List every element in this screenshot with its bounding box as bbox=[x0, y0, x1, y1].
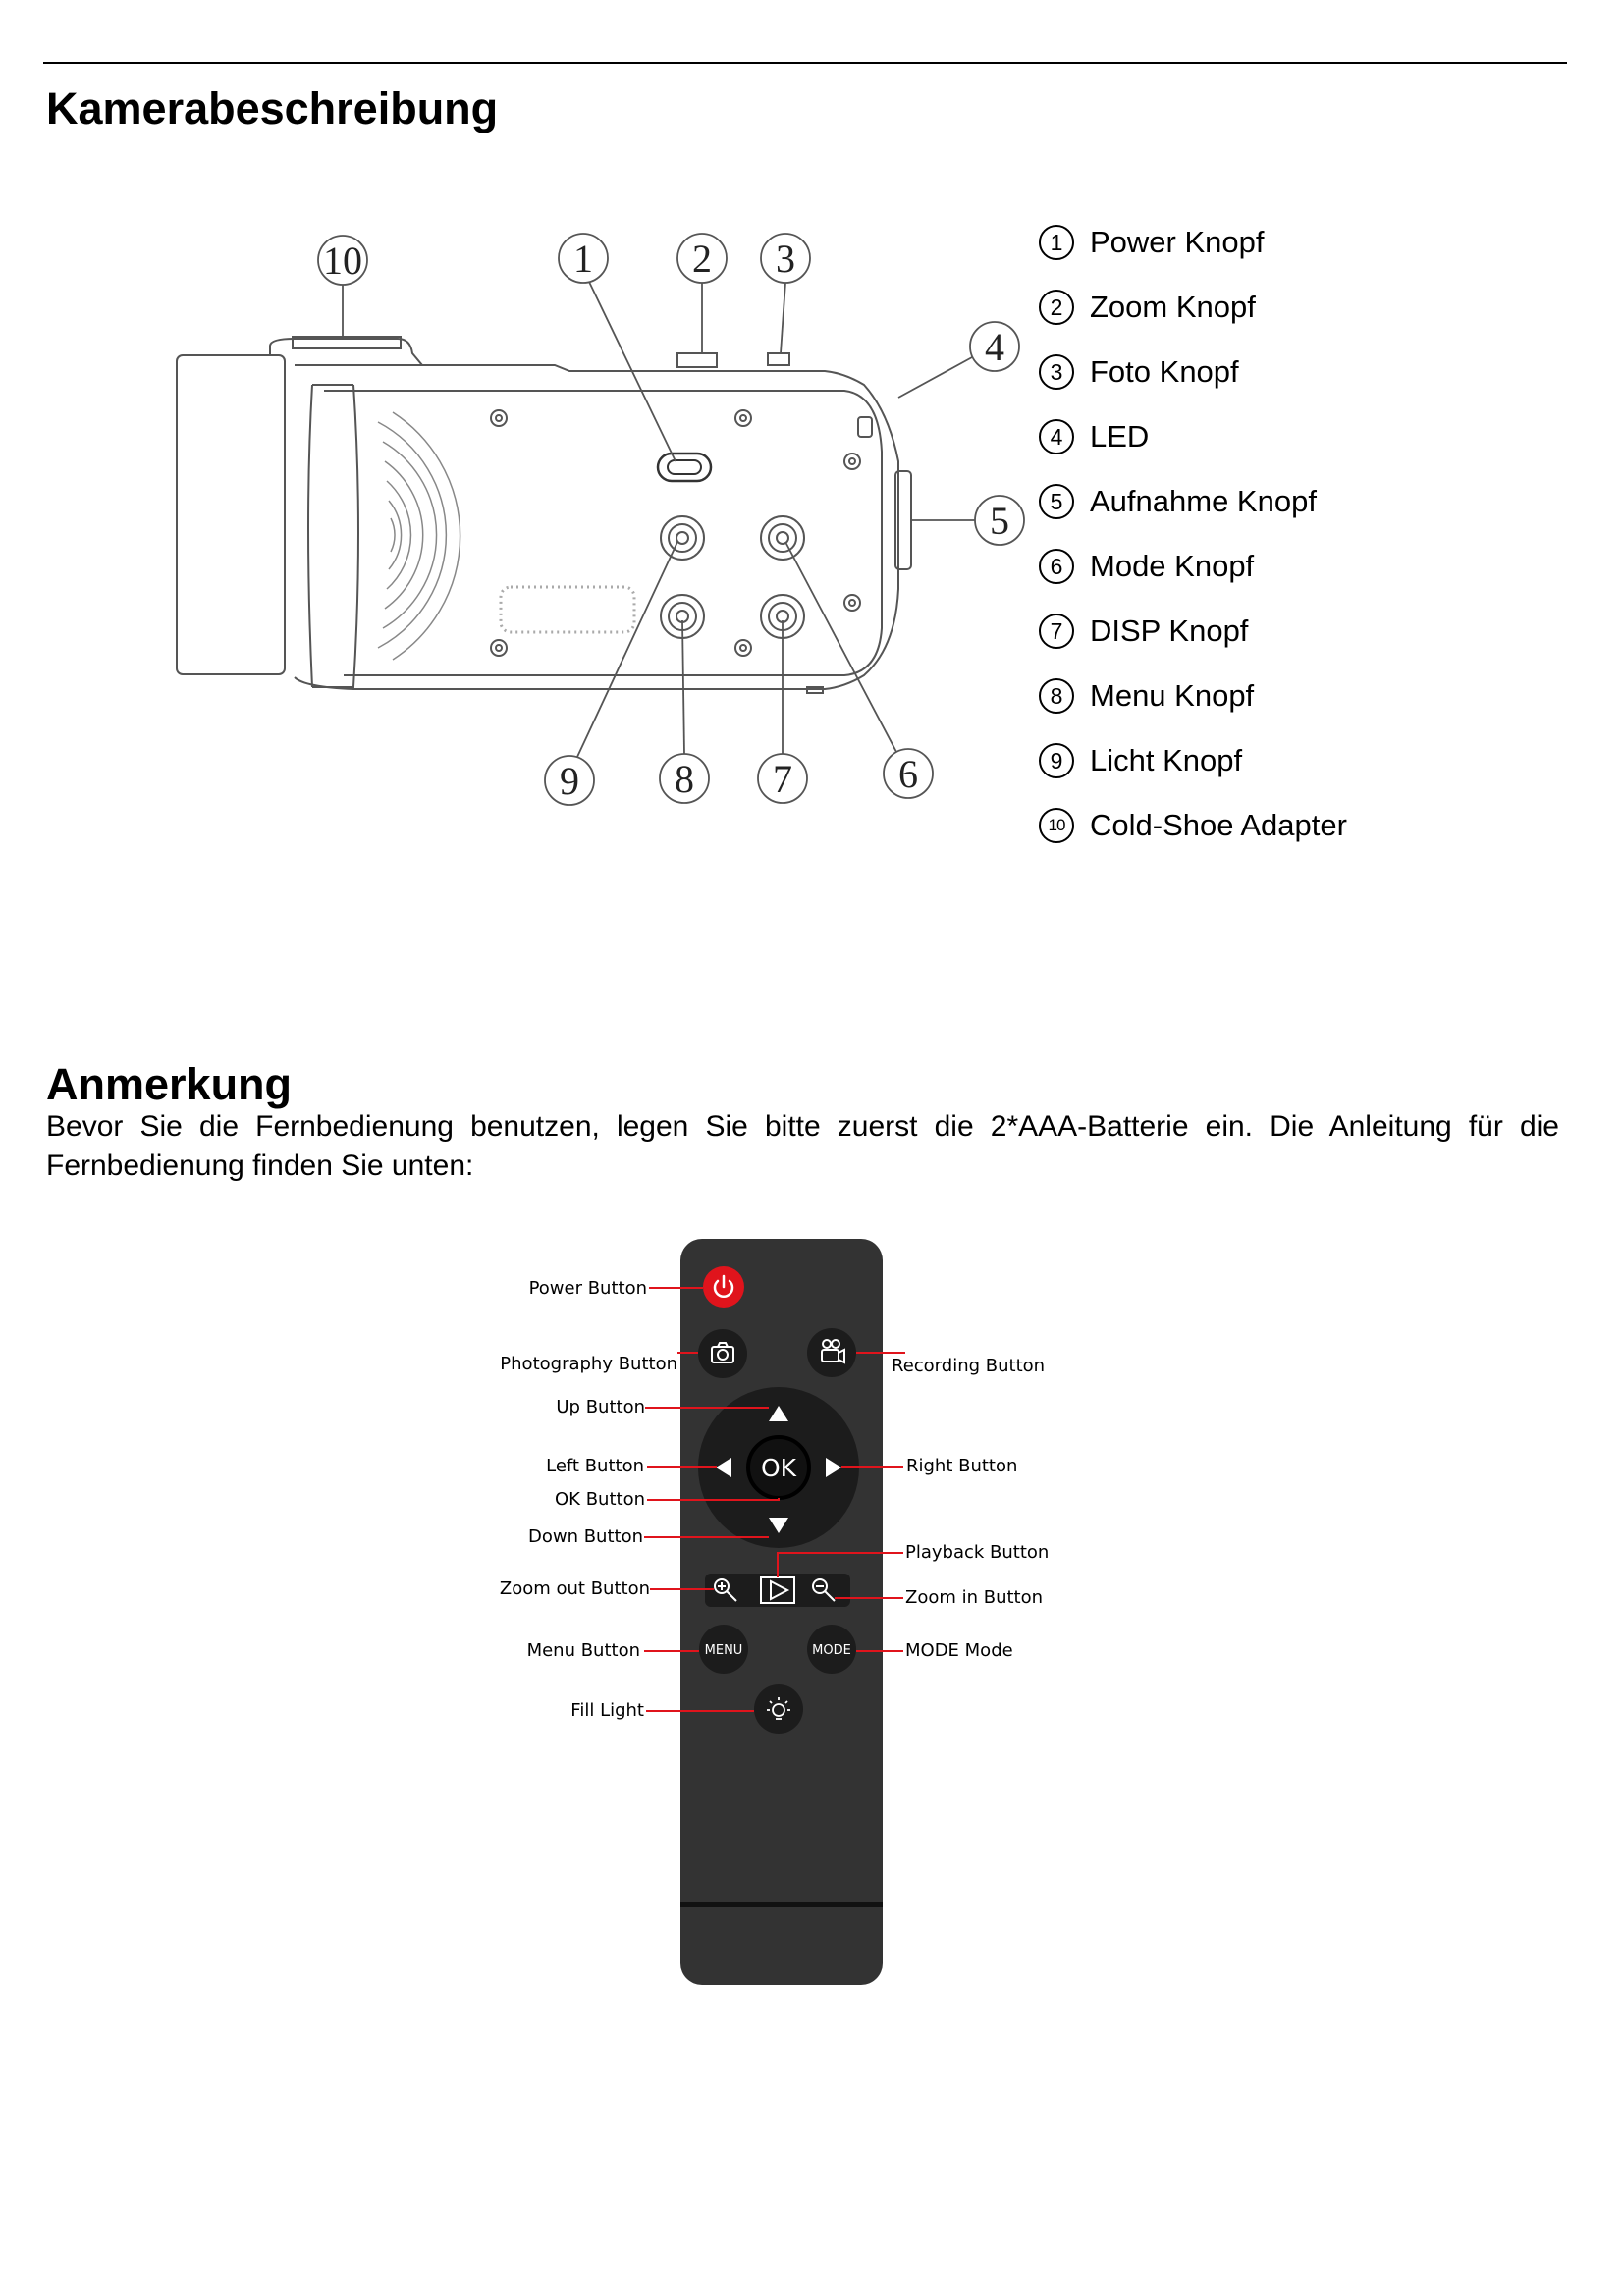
legend-item bbox=[1039, 664, 1347, 728]
legend-label: Zoom Knopf bbox=[1090, 290, 1256, 324]
legend-number: 2 bbox=[1039, 290, 1074, 325]
label-ok-button: OK Button bbox=[555, 1489, 645, 1510]
mode-label: MODE bbox=[812, 1643, 851, 1658]
callout-2: 2 bbox=[692, 237, 712, 281]
fill-light-button bbox=[754, 1684, 803, 1734]
camera-diagram bbox=[0, 0, 1623, 982]
callout-7: 7 bbox=[773, 757, 792, 801]
recording-button bbox=[807, 1328, 856, 1377]
label-right-button: Right Button bbox=[906, 1456, 1018, 1476]
legend-label: DISP Knopf bbox=[1090, 614, 1249, 648]
callout-8: 8 bbox=[675, 757, 694, 801]
callout-1: 1 bbox=[573, 237, 593, 281]
callout-10: 10 bbox=[323, 239, 362, 283]
note-paragraph: Bevor Sie die Fernbedienung benutzen, legen Sie bitte zuerst die 2*AAA-Batterie ein. Die Anleitung für die Fernbedienung finden Sie unten: bbox=[46, 1110, 1559, 1182]
legend-item bbox=[1039, 793, 1347, 858]
remote-diagram bbox=[0, 1217, 1623, 2002]
callout-5: 5 bbox=[990, 499, 1009, 543]
legend-item bbox=[1039, 275, 1347, 340]
legend-label: LED bbox=[1090, 419, 1150, 454]
legend-label: Mode Knopf bbox=[1090, 549, 1255, 583]
legend-label: Cold-Shoe Adapter bbox=[1090, 808, 1347, 842]
legend-number: 4 bbox=[1039, 419, 1074, 454]
camera-legend bbox=[1039, 210, 1347, 858]
label-zoom-in-button: Zoom in Button bbox=[905, 1587, 1044, 1608]
label-recording-button: Recording Button bbox=[892, 1356, 1046, 1376]
label-menu-button: Menu Button bbox=[526, 1640, 640, 1661]
menu-label: MENU bbox=[704, 1643, 743, 1658]
label-photography-button: Photography Button bbox=[500, 1354, 677, 1374]
label-down-button: Down Button bbox=[527, 1526, 643, 1547]
callout-6: 6 bbox=[898, 752, 918, 796]
legend-number: 5 bbox=[1039, 484, 1074, 519]
section-title-camera: Kamerabeschreibung bbox=[46, 83, 499, 133]
section-title-note: Anmerkung bbox=[46, 1059, 293, 1109]
legend-label: Menu Knopf bbox=[1090, 678, 1255, 713]
legend-label: Power Knopf bbox=[1090, 225, 1265, 259]
legend-item bbox=[1039, 469, 1347, 534]
legend-number: 9 bbox=[1039, 743, 1074, 778]
legend-item bbox=[1039, 210, 1347, 275]
legend-item bbox=[1039, 599, 1347, 664]
callout-4: 4 bbox=[985, 325, 1004, 369]
label-mode-mode: MODE Mode bbox=[905, 1640, 1013, 1661]
legend-number: 10 bbox=[1039, 808, 1074, 843]
callout-9: 9 bbox=[560, 759, 579, 803]
legend-label: Licht Knopf bbox=[1090, 743, 1243, 777]
photography-button bbox=[698, 1329, 747, 1378]
legend-label: Aufnahme Knopf bbox=[1090, 484, 1317, 518]
callout-3: 3 bbox=[776, 237, 795, 281]
legend-label: Foto Knopf bbox=[1090, 354, 1239, 389]
legend-number: 7 bbox=[1039, 614, 1074, 649]
legend-number: 8 bbox=[1039, 678, 1074, 714]
legend-item bbox=[1039, 340, 1347, 404]
ok-label: OK bbox=[760, 1454, 797, 1482]
label-left-button: Left Button bbox=[546, 1456, 644, 1476]
label-zoom-out-button: Zoom out Button bbox=[499, 1578, 650, 1599]
legend-number: 6 bbox=[1039, 549, 1074, 584]
legend-item bbox=[1039, 534, 1347, 599]
label-power-button: Power Button bbox=[528, 1278, 647, 1299]
label-fill-light: Fill Light bbox=[570, 1700, 644, 1721]
label-playback-button: Playback Button bbox=[905, 1542, 1050, 1563]
legend-item bbox=[1039, 404, 1347, 469]
legend-number: 3 bbox=[1039, 354, 1074, 390]
label-up-button: Up Button bbox=[556, 1397, 645, 1417]
legend-number: 1 bbox=[1039, 225, 1074, 260]
legend-item bbox=[1039, 728, 1347, 793]
